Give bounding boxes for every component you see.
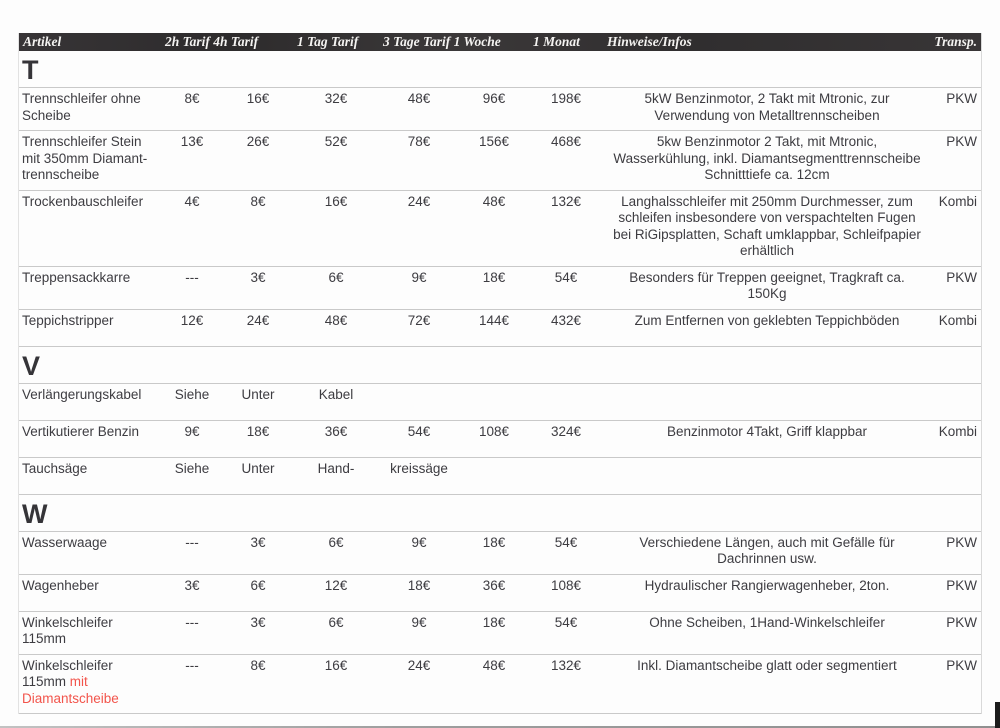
- cell-transp: Kombi: [938, 193, 977, 209]
- cell-3tage-tarif: 9€: [411, 534, 427, 550]
- cell-hinweise: Ohne Scheiben, 1Hand-Winkelschleifer: [649, 614, 885, 630]
- cell-article: [19, 535, 161, 568]
- cell-3tage-tarif: 9€: [411, 614, 427, 630]
- cell-4h-tarif: 8€: [250, 193, 266, 209]
- cell-hinweise: [603, 461, 931, 488]
- cell-2h-tarif: ---: [185, 657, 199, 673]
- col-header-hinweise-infos: Hinweise/Infos: [607, 34, 692, 49]
- cell-1tag-tarif: Hand-: [317, 460, 355, 476]
- table-row: [19, 420, 981, 457]
- cell-2h-tarif: 9€: [184, 423, 200, 439]
- cell-transp: PKW: [946, 269, 977, 285]
- cell-1monat-tarif: 132€: [550, 193, 582, 209]
- col-header-2h-4h-tarif: 2h Tarif 4h Tarif: [165, 34, 259, 49]
- cell-article: [19, 387, 161, 414]
- article-name: Teppichstripper: [22, 312, 114, 328]
- article-name: Trockenbauschleifer: [22, 193, 144, 209]
- cell-1woche-tarif: 36€: [482, 577, 506, 593]
- cell-article: [19, 270, 161, 303]
- cell-3tage-tarif: 78€: [407, 134, 431, 149]
- cell-hinweise: Hydraulischer Rangierwagenheber, 2ton.: [644, 577, 890, 593]
- cell-1woche-tarif: 18€: [482, 534, 506, 550]
- article-name: Vertikutierer Benzin: [22, 423, 140, 439]
- cell-hinweise: Besonders für Treppen geeignet, Tragkraft ca. 150Kg: [629, 269, 905, 301]
- cell-1monat-tarif: 132€: [550, 657, 582, 673]
- cell-hinweise: Langhalsschleifer mit 250mm Durchmesser, zum schleifen insbesondere von verspachtelten Fugen bei RiGipsplatten, Schaft umklappbar, Schleifpapier erhältlich: [613, 193, 921, 258]
- cell-1monat-tarif: 468€: [550, 134, 582, 149]
- cell-3tage-tarif: [379, 387, 459, 414]
- article-name: Verlängerungskabel: [22, 386, 142, 402]
- cell-3tage-tarif: kreissäge: [390, 460, 448, 476]
- cell-1tag-tarif: 32€: [324, 91, 348, 106]
- table-row: [19, 309, 981, 346]
- cell-article: [19, 313, 161, 340]
- cell-2h-tarif: 13€: [180, 134, 204, 149]
- cell-transp: [931, 387, 981, 414]
- cell-1woche-tarif: 108€: [478, 423, 510, 439]
- cell-transp: PKW: [946, 577, 977, 593]
- cell-hinweise: 5kw Benzinmotor 2 Takt, mit Mtronic, Wasserkühlung, inkl. Diamantsegmenttrennscheibe Schnitttiefe ca. 12cm: [613, 134, 921, 182]
- cell-1tag-tarif: 48€: [324, 312, 348, 328]
- article-name: Wasserwaage: [22, 534, 108, 550]
- table-row: [19, 574, 981, 611]
- table-row: [19, 611, 981, 654]
- cell-1woche-tarif: 48€: [482, 657, 506, 673]
- cell-transp: PKW: [946, 134, 977, 149]
- cell-1woche-tarif: [459, 461, 529, 488]
- cell-2h-tarif: 12€: [180, 312, 204, 328]
- cell-2h-tarif: ---: [185, 269, 199, 285]
- table-row: [19, 190, 981, 266]
- cell-article: [19, 578, 161, 605]
- article-name: Trennschleifer Stein mit 350mm Diamant-trennscheibe: [22, 134, 148, 182]
- cell-1tag-tarif: 6€: [328, 269, 344, 285]
- col-header-artikel: Artikel: [23, 34, 62, 49]
- cell-2h-tarif: Siehe: [174, 386, 210, 402]
- cell-4h-tarif: 3€: [250, 614, 266, 630]
- cell-2h-tarif: 3€: [184, 577, 200, 593]
- table-row: [19, 383, 981, 420]
- cell-hinweise: [603, 387, 931, 414]
- section-letter-v: V: [19, 346, 981, 383]
- cell-4h-tarif: Unter: [241, 386, 275, 402]
- article-name: Winkelschleifer 115mm: [22, 614, 113, 646]
- cell-3tage-tarif: 72€: [407, 312, 431, 328]
- cell-article: [19, 461, 161, 488]
- cell-1monat-tarif: 432€: [550, 312, 582, 328]
- section-letter-w: W: [19, 494, 981, 531]
- cell-1monat-tarif: 108€: [550, 577, 582, 593]
- cell-transp: PKW: [946, 91, 977, 106]
- cell-2h-tarif: Siehe: [174, 460, 210, 476]
- cell-article: [19, 615, 161, 648]
- cell-4h-tarif: 3€: [250, 269, 266, 285]
- cell-1tag-tarif: 52€: [324, 134, 348, 149]
- cell-1woche-tarif: [459, 387, 529, 414]
- cell-transp: Kombi: [938, 312, 977, 328]
- article-name: Wagenheber: [22, 577, 99, 593]
- cell-1woche-tarif: 156€: [478, 134, 510, 149]
- table-body: [19, 51, 981, 714]
- cell-1monat-tarif: 54€: [554, 614, 578, 630]
- cell-3tage-tarif: 18€: [407, 577, 431, 593]
- cell-4h-tarif: Unter: [241, 460, 275, 476]
- cell-1monat-tarif: 54€: [554, 269, 578, 285]
- cell-3tage-tarif: 24€: [407, 193, 431, 209]
- cell-article: [19, 424, 161, 451]
- cell-4h-tarif: 6€: [250, 577, 266, 593]
- article-name: Trennschleifer ohne Scheibe: [22, 91, 141, 123]
- cell-4h-tarif: 16€: [246, 91, 270, 106]
- table-row: [19, 130, 981, 190]
- table-row: [19, 531, 981, 574]
- cell-hinweise: Verschiedene Längen, auch mit Gefälle für Dachrinnen usw.: [639, 534, 895, 566]
- cell-4h-tarif: 3€: [250, 534, 266, 550]
- cell-hinweise: Benzinmotor 4Takt, Griff klappbar: [666, 423, 868, 439]
- cell-article: [19, 658, 161, 708]
- cell-hinweise: Inkl. Diamantscheibe glatt oder segmentiert: [637, 657, 897, 673]
- cell-1woche-tarif: 18€: [482, 269, 506, 285]
- cell-1monat-tarif: 198€: [550, 91, 582, 106]
- cell-transp: PKW: [946, 657, 977, 673]
- col-header-1-tag-tarif: 1 Tag Tarif: [297, 34, 359, 49]
- cell-transp: PKW: [946, 534, 977, 550]
- cell-article: [19, 194, 161, 260]
- article-name: Treppensackkarre: [22, 269, 131, 285]
- cell-article: [19, 91, 161, 124]
- cell-hinweise: Zum Entfernen von geklebten Teppichböden: [634, 312, 900, 328]
- article-red-suffix: mit Diamantscheibe: [22, 674, 119, 706]
- cell-1tag-tarif: 36€: [324, 423, 348, 439]
- cell-3tage-tarif: 54€: [407, 423, 431, 439]
- cell-1tag-tarif: 16€: [324, 193, 348, 209]
- col-header-1-monat: 1 Monat: [533, 34, 580, 49]
- section-letter-t: T: [22, 55, 39, 85]
- cell-1monat-tarif: 324€: [550, 423, 582, 439]
- cell-1woche-tarif: 144€: [478, 312, 510, 328]
- col-header-transp: Transp.: [934, 34, 977, 49]
- cell-1tag-tarif: 12€: [324, 577, 348, 593]
- cell-1woche-tarif: 18€: [482, 614, 506, 630]
- table-header: [19, 33, 981, 51]
- cell-1woche-tarif: 48€: [482, 193, 506, 209]
- article-name: Winkelschleifer 115mm: [22, 657, 113, 689]
- cell-2h-tarif: ---: [185, 614, 199, 630]
- cell-4h-tarif: 8€: [250, 657, 266, 673]
- table-row: [19, 266, 981, 309]
- cell-1woche-tarif: 96€: [482, 91, 506, 106]
- cell-hinweise: 5kW Benzinmotor, 2 Takt mit Mtronic, zur Verwendung von Metalltrennscheiben: [644, 91, 890, 123]
- cell-1monat-tarif: [529, 387, 603, 414]
- article-name: Tauchsäge: [22, 460, 88, 476]
- cell-1monat-tarif: [529, 461, 603, 488]
- cell-1tag-tarif: 16€: [324, 657, 348, 673]
- cell-3tage-tarif: 48€: [407, 91, 431, 106]
- col-header-3-tage-tarif-1-woche: 3 Tage Tarif 1 Woche: [383, 34, 501, 49]
- cell-4h-tarif: 18€: [246, 423, 270, 439]
- price-table: [18, 33, 982, 714]
- table-row: [19, 654, 981, 715]
- table-row: [19, 87, 981, 130]
- cell-3tage-tarif: 9€: [411, 269, 427, 285]
- scan-corner-mark: [995, 702, 1000, 728]
- cell-transp: PKW: [946, 614, 977, 630]
- table-row: [19, 457, 981, 494]
- cell-2h-tarif: 4€: [184, 193, 200, 209]
- cell-1tag-tarif: 6€: [328, 614, 344, 630]
- cell-2h-tarif: 8€: [184, 91, 200, 106]
- cell-3tage-tarif: 24€: [407, 657, 431, 673]
- cell-1tag-tarif: 6€: [328, 534, 344, 550]
- cell-1monat-tarif: 54€: [554, 534, 578, 550]
- cell-1tag-tarif: Kabel: [318, 386, 354, 402]
- cell-transp: Kombi: [938, 423, 977, 439]
- cell-transp: [931, 461, 981, 488]
- cell-4h-tarif: 26€: [246, 134, 270, 149]
- cell-2h-tarif: ---: [185, 534, 199, 550]
- cell-4h-tarif: 24€: [246, 312, 270, 328]
- cell-article: [19, 134, 161, 184]
